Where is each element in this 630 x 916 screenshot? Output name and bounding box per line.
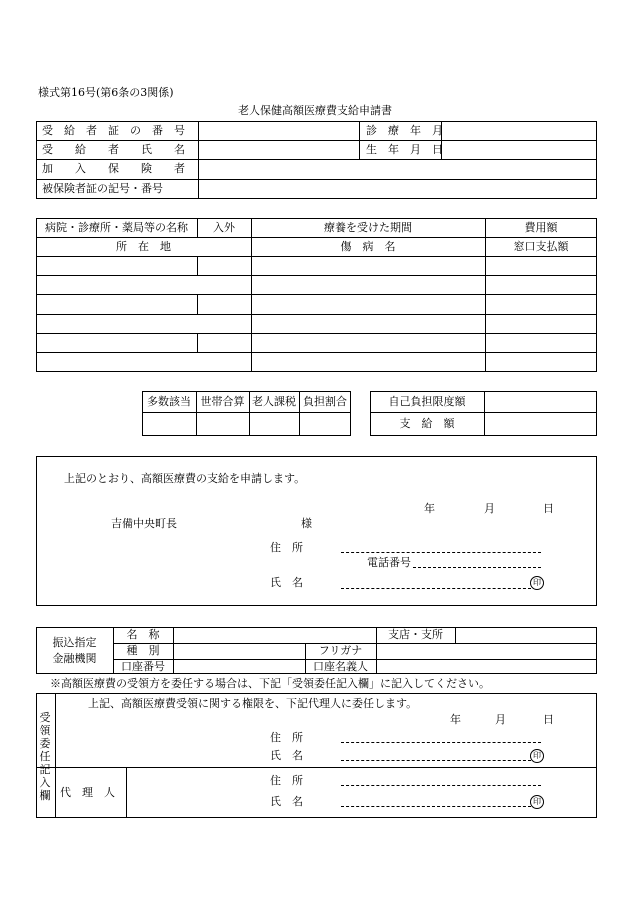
delegation-month: 月: [495, 713, 506, 726]
delegation-note: ※高額医療費の受領方を委任する場合は、下記「受領委任記入欄」に記入してください。: [50, 677, 490, 690]
hospital-name-header: 病院・診療所・薬局等の名称: [45, 221, 188, 234]
delegation-section-label: 受 領 委 任 記 入 欄: [39, 711, 51, 802]
insured-cert-field[interactable]: [200, 181, 595, 197]
insurer-field[interactable]: [200, 161, 595, 177]
payment-label: 支 給 額: [399, 417, 455, 430]
sama-label: 様: [301, 517, 312, 530]
application-year: 年: [424, 502, 435, 515]
account-type-field[interactable]: [175, 644, 303, 658]
application-month: 月: [484, 502, 495, 515]
agent-address-label: 住 所: [270, 774, 303, 787]
furigana-label: フリガナ: [318, 644, 363, 657]
delegator-address-label: 住 所: [270, 731, 303, 744]
bank-name-field[interactable]: [175, 628, 374, 642]
multiple-header: 多数該当: [147, 395, 191, 408]
bank-name-label: 名 称: [126, 628, 160, 641]
applicant-address-line[interactable]: [341, 552, 541, 553]
insurer-label: 加 入 保 険 者: [42, 162, 185, 175]
household-header: 世帯合算: [200, 395, 245, 408]
account-holder-field[interactable]: [378, 660, 595, 673]
delegation-box: [36, 693, 597, 818]
classification-entry[interactable]: [143, 413, 350, 435]
phone-line[interactable]: [413, 567, 541, 568]
account-holder-label: 口座名義人: [313, 660, 368, 673]
agent-name-line[interactable]: [341, 806, 531, 807]
application-statement: 上記のとおり、高額医療費の支給を申請します。: [64, 472, 306, 485]
delegation-day: 日: [543, 713, 554, 726]
account-type-label: 種 別: [126, 644, 160, 657]
bank-section-line2: 金融機関: [52, 652, 97, 665]
branch-field[interactable]: [457, 628, 595, 642]
treatment-month-field[interactable]: [443, 123, 595, 138]
form-number: 様式第16号(第6条の3関係): [38, 86, 174, 99]
agent-address-line[interactable]: [341, 785, 541, 786]
furigana-field[interactable]: [378, 644, 595, 658]
recipient-name-field[interactable]: [200, 142, 357, 157]
mayor-label: 吉備中央町長: [111, 517, 177, 530]
form-title: 老人保健高額医療費支給申請書: [238, 104, 392, 117]
payment-field[interactable]: [486, 414, 595, 434]
phone-label: 電話番号: [367, 556, 411, 569]
branch-label: 支店・支所: [388, 628, 443, 641]
agent-label: 代 理 人: [60, 786, 115, 799]
recipient-name-label: 受 給 者 氏 名: [42, 143, 185, 156]
bank-section-line1: 振込指定: [52, 636, 97, 649]
delegator-seal: 印: [530, 749, 544, 763]
recipient-cert-label: 受 給 者 証 の 番 号: [42, 124, 185, 137]
delegator-name-line[interactable]: [341, 760, 531, 761]
birth-date-field[interactable]: [443, 142, 595, 157]
window-pay-header: 窓口支払額: [513, 240, 569, 253]
delegation-statement: 上記、高額医療費受領に関する権限を、下記代理人に委任します。: [88, 697, 418, 710]
location-header: 所 在 地: [116, 240, 171, 253]
application-day: 日: [543, 502, 554, 515]
medical-entry-rows[interactable]: [37, 257, 596, 371]
in-out-header: 入外: [213, 221, 235, 234]
elderly-tax-header: 老人課税: [252, 395, 296, 408]
account-no-label: 口座番号: [121, 660, 165, 673]
birth-date-label: 生 年 月 日: [366, 143, 443, 156]
account-no-field[interactable]: [175, 660, 303, 673]
burden-ratio-header: 負担割合: [303, 395, 347, 408]
period-header: 療養を受けた期間: [324, 221, 412, 234]
agent-name-label: 氏 名: [270, 795, 303, 808]
delegator-address-line[interactable]: [341, 742, 541, 743]
self-limit-label: 自己負担限度額: [388, 395, 466, 408]
self-limit-field[interactable]: [486, 393, 595, 410]
delegator-name-label: 氏 名: [270, 749, 303, 762]
applicant-seal: 印: [530, 576, 544, 590]
recipient-cert-field[interactable]: [200, 123, 357, 138]
applicant-address-label: 住 所: [270, 541, 303, 554]
applicant-name-line[interactable]: [341, 588, 531, 589]
agent-seal: 印: [530, 795, 544, 809]
treatment-month-label: 診 療 年 月: [366, 124, 443, 137]
delegation-year: 年: [450, 713, 461, 726]
applicant-name-label: 氏 名: [270, 576, 303, 589]
disease-header: 傷 病 名: [340, 240, 396, 253]
cost-header: 費用額: [524, 221, 558, 234]
insured-cert-label: 被保険者証の記号・番号: [42, 182, 163, 195]
